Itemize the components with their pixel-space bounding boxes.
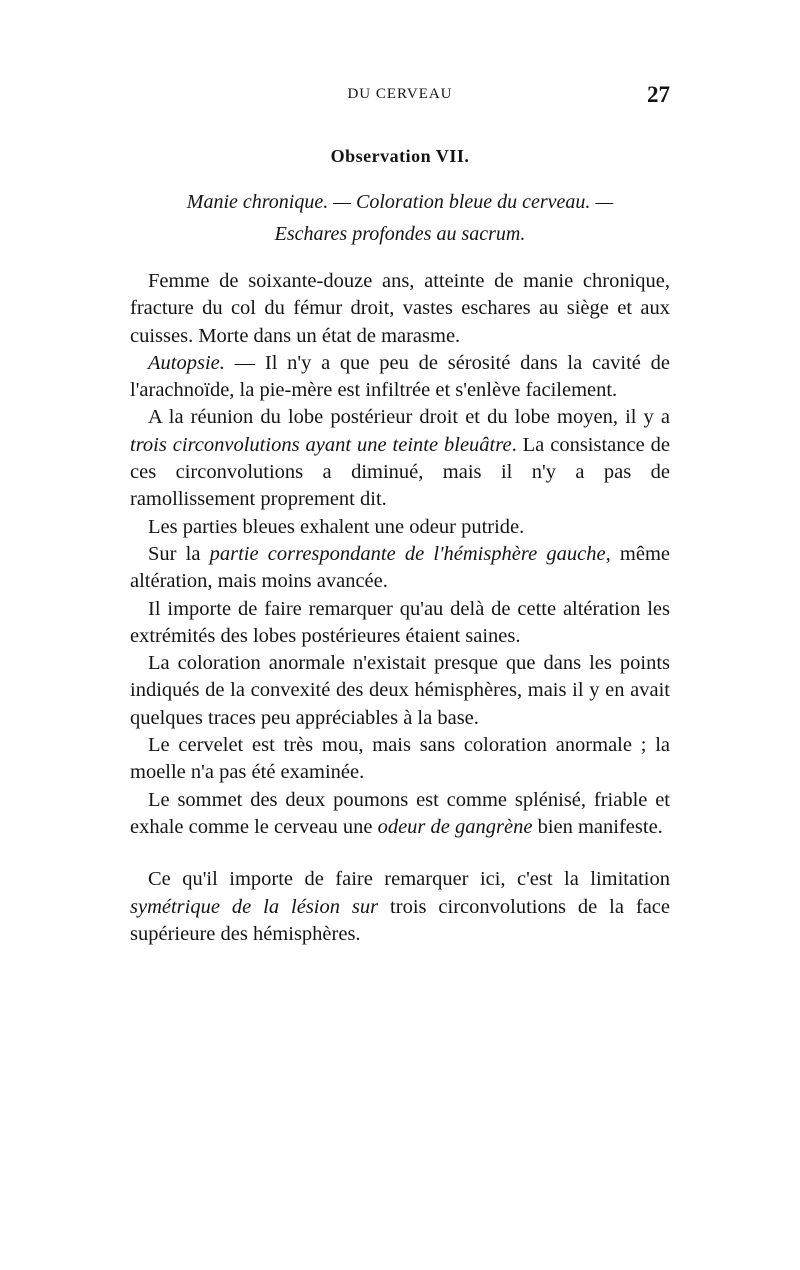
paragraph-3-text-c: . La consistance de ces circonvolutions a diminué, mais il n'y a pas de ramollissement proprement dit. xyxy=(130,433,671,511)
observation-title: Observation VII. xyxy=(330,146,470,166)
body-text xyxy=(130,268,670,948)
paragraph-7: La coloration anormale n'existait presque que dans les points indiqués de la convexité des deux hémisphères, mais il y en avait quelques traces peu appréciables à la base. xyxy=(130,652,670,729)
paragraph-3-emphasis: trois circonvolutions ayant une teinte bleuâtre xyxy=(130,433,512,456)
paragraph-5 xyxy=(130,541,670,596)
paragraph-8: Le cervelet est très mou, mais sans coloration anormale ; la moelle n'a pas été examinée. xyxy=(130,734,670,784)
page-header xyxy=(130,82,670,114)
paragraph-3 xyxy=(130,404,670,513)
paragraph-2 xyxy=(130,350,670,405)
autopsie-label: Autopsie. xyxy=(148,351,225,374)
paragraph-5-emphasis: partie correspondante de l'hémisphère gauche xyxy=(209,542,606,565)
page-number: 27 xyxy=(647,82,670,107)
paragraph-6: Il importe de faire remarquer qu'au delà de cette altération les extrémités des lobes postérieures étaient saines. xyxy=(130,597,670,647)
paragraph-5-text-a: Sur la xyxy=(148,542,210,565)
paragraph-2-text: — Il n'y a que peu de sérosité dans la cavité de l'arachnoïde, la pie-mère est infiltrée et s'enlève facilement. xyxy=(130,351,670,402)
paragraph-1: Femme de soixante-douze ans, atteinte de manie chronique, fracture du col du fémur droit, vastes eschares au siège et aux cuisses. Morte dans un état de marasme. xyxy=(130,270,670,347)
paragraph-9-text-a: Le sommet des deux poumons est comme splénisé, friable et exhale comme le cerveau une xyxy=(130,788,670,838)
observation-subtitle xyxy=(135,186,665,250)
paragraph-9-text-c: bien manifeste. xyxy=(532,815,663,838)
running-title: DU CERVEAU xyxy=(347,86,453,102)
paragraph-10-emphasis: symétrique de la lésion sur xyxy=(130,895,379,918)
paragraph-3-text-a: A la réunion du lobe postérieur droit et du lobe moyen, il y a xyxy=(148,406,670,429)
subtitle-line-1: Manie chronique. — Coloration bleue du cerveau. — xyxy=(186,191,614,213)
paragraph-9 xyxy=(130,787,670,842)
subtitle-line-2: Eschares profondes au sacrum. xyxy=(274,223,526,245)
paragraph-10-text-a: Ce qu'il importe de faire remarquer ici, c'est la limitation xyxy=(148,868,670,891)
paragraph-5-text-c: , même altération, mais moins avancée. xyxy=(130,542,670,593)
paragraph-4: Les parties bleues exhalent une odeur putride. xyxy=(148,515,525,538)
paragraph-10 xyxy=(130,866,670,948)
paragraph-9-emphasis: odeur de gangrène xyxy=(377,815,533,838)
paragraph-10-text-c: trois circonvolutions de la face supérieure des hémisphères. xyxy=(130,895,670,945)
